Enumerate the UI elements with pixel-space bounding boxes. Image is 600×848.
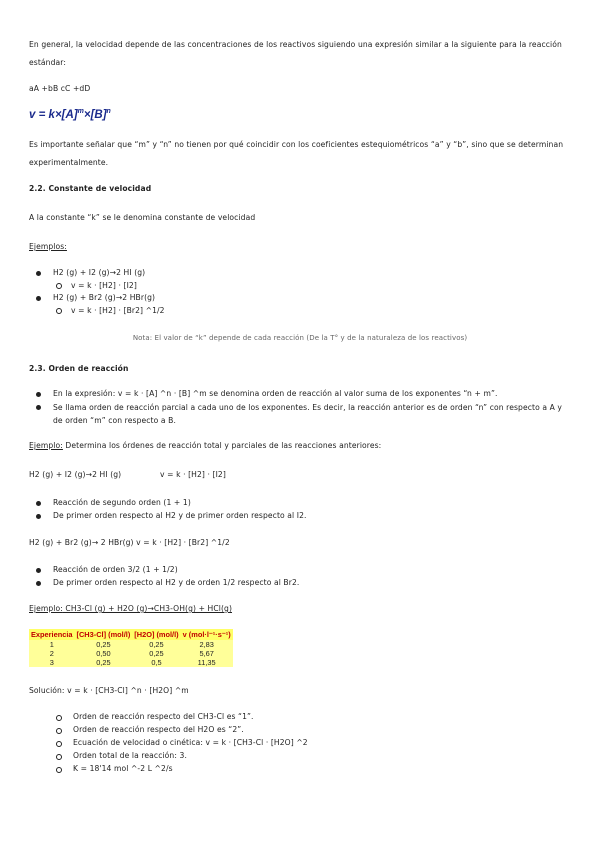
reaction-1: H2 (g) + I2 (g)→2 HI (g) — [29, 470, 122, 479]
rate-formula — [29, 108, 111, 121]
solution-text: Solución: v = k · [CH3-Cl] ^n · [H2O] ^m — [29, 686, 189, 695]
experiment-table — [29, 629, 233, 667]
formula-times-1: × — [54, 108, 62, 121]
table-cell: 0,5 — [132, 658, 180, 667]
formula-exp-m: m — [77, 108, 84, 115]
formula-b: [B] — [90, 108, 107, 121]
exercise-text: Determina los órdenes de reacción total y parciales de las reacciones anteriores: — [62, 441, 382, 450]
table-header: Experiencia — [31, 630, 73, 639]
table-cell: 1 — [29, 640, 75, 649]
circle-bullet-icon — [56, 741, 62, 747]
table-row — [29, 640, 233, 649]
table-cell: 0,25 — [75, 658, 133, 667]
table-cell: 2,83 — [181, 640, 233, 649]
r2-bullet-2: De primer orden respecto al H2 y de orden 1/2 respecto al Br2. — [53, 578, 300, 587]
section-22-footnote: Nota: El valor de “k” depende de cada reacción (De la T° y de la naturaleza de los reactivos) — [132, 334, 468, 342]
exercise-label: Ejemplo: — [29, 441, 63, 450]
table-cell: 3 — [29, 658, 75, 667]
table-cell: 0,25 — [75, 640, 133, 649]
formula-exp-n: n — [106, 108, 111, 115]
table-cell: 0,25 — [132, 640, 180, 649]
order-bullet-1: En la expresión: v = k · [A] ^n · [B] ^m se denomina orden de reacción al valor suma de los exponentes “n + m”. — [53, 389, 498, 398]
solution-item-3: Ecuación de velocidad o cinética: v = k · [CH3-Cl · [H2O] ^2 — [73, 738, 308, 747]
order-bullet-2: Se llama orden de reacción parcial a cada uno de los exponentes. Es decir, la reacción anterior es de orden “n” con respecto a A y de orden “m” con respecto a B. — [53, 403, 563, 425]
example2-line — [29, 603, 232, 614]
table-header: [CH3-Cl] (mol/l) — [76, 630, 131, 639]
standard-reaction: aA +bB cC +dD — [29, 84, 91, 93]
reaction-2: H2 (g) + Br2 (g)→ 2 HBr(g) v = k · [H2] · [Br2] ^1/2 — [29, 538, 230, 547]
formula-v: v — [29, 108, 36, 121]
example2-label: Ejemplo: — [29, 604, 63, 613]
bullet-icon — [36, 296, 41, 301]
table-cell: 5,67 — [181, 649, 233, 658]
formula-k: k — [48, 108, 55, 121]
table-cell: 11,35 — [181, 658, 233, 667]
table-row — [29, 658, 233, 667]
table-cell: 2 — [29, 649, 75, 658]
bullet-icon — [36, 271, 41, 276]
bullet-icon — [36, 392, 41, 397]
circle-bullet-icon — [56, 715, 62, 721]
intro-note: Es importante señalar que “m” y “n” no tienen por qué coincidir con los coeficientes estequiométricos “a” y “b”, sino que se determinan experimentalmente. — [29, 140, 564, 167]
circle-bullet-icon — [56, 283, 62, 289]
circle-bullet-icon — [56, 728, 62, 734]
example-rate-2: v = k · [H2] · [Br2] ^1/2 — [71, 306, 165, 315]
section-22-text: A la constante “k” se le denomina constante de velocidad — [29, 213, 256, 222]
r1-bullet-1: Reacción de segundo orden (1 + 1) — [53, 498, 191, 507]
table-header: v (mol·l⁻¹·s⁻¹) — [182, 630, 231, 639]
formula-a: [A] — [61, 108, 78, 121]
bullet-icon — [36, 514, 41, 519]
bullet-icon — [36, 405, 41, 410]
table-header: [H2O] (mol/l) — [134, 630, 179, 639]
table-row — [29, 649, 233, 658]
bullet-icon — [36, 581, 41, 586]
formula-eq: = — [38, 108, 46, 121]
circle-bullet-icon — [56, 308, 62, 314]
r2-bullet-1: Reacción de orden 3/2 (1 + 1/2) — [53, 565, 178, 574]
table-cell: 0,25 — [132, 649, 180, 658]
reaction-1-rate: v = k · [H2] · [I2] — [160, 470, 226, 479]
example-reaction-2: H2 (g) + Br2 (g)→2 HBr(g) — [53, 293, 156, 302]
circle-bullet-icon — [56, 767, 62, 773]
exercise-line — [29, 440, 381, 451]
example2-text: CH3-Cl (g) + H2O (g)→CH3-OH(g) + HCl(g) — [62, 604, 233, 613]
solution-item-5: K = 18'14 mol ^-2 L ^2/s — [73, 764, 173, 773]
solution-item-1: Orden de reacción respecto del CH3-Cl es “1”. — [73, 712, 254, 721]
section-23-heading: 2.3. Orden de reacción — [29, 364, 129, 373]
bullet-icon — [36, 568, 41, 573]
solution-item-2: Orden de reacción respecto del H2O es “2”. — [73, 725, 244, 734]
table-header-row — [29, 629, 233, 640]
bullet-icon — [36, 501, 41, 506]
example-rate-1: v = k · [H2] · [I2] — [71, 281, 137, 290]
table-cell: 0,50 — [75, 649, 133, 658]
examples-label: Ejemplos: — [29, 242, 67, 251]
r1-bullet-2: De primer orden respecto al H2 y de primer orden respecto al I2. — [53, 511, 307, 520]
intro-paragraph: En general, la velocidad depende de las concentraciones de los reactivos siguiendo una expresión similar a la siguiente para la reacción estándar: — [29, 40, 562, 67]
section-22-heading: 2.2. Constante de velocidad — [29, 184, 152, 193]
formula-times-2: × — [83, 108, 91, 121]
example-reaction-1: H2 (g) + I2 (g)→2 HI (g) — [53, 268, 146, 277]
circle-bullet-icon — [56, 754, 62, 760]
solution-item-4: Orden total de la reacción: 3. — [73, 751, 187, 760]
